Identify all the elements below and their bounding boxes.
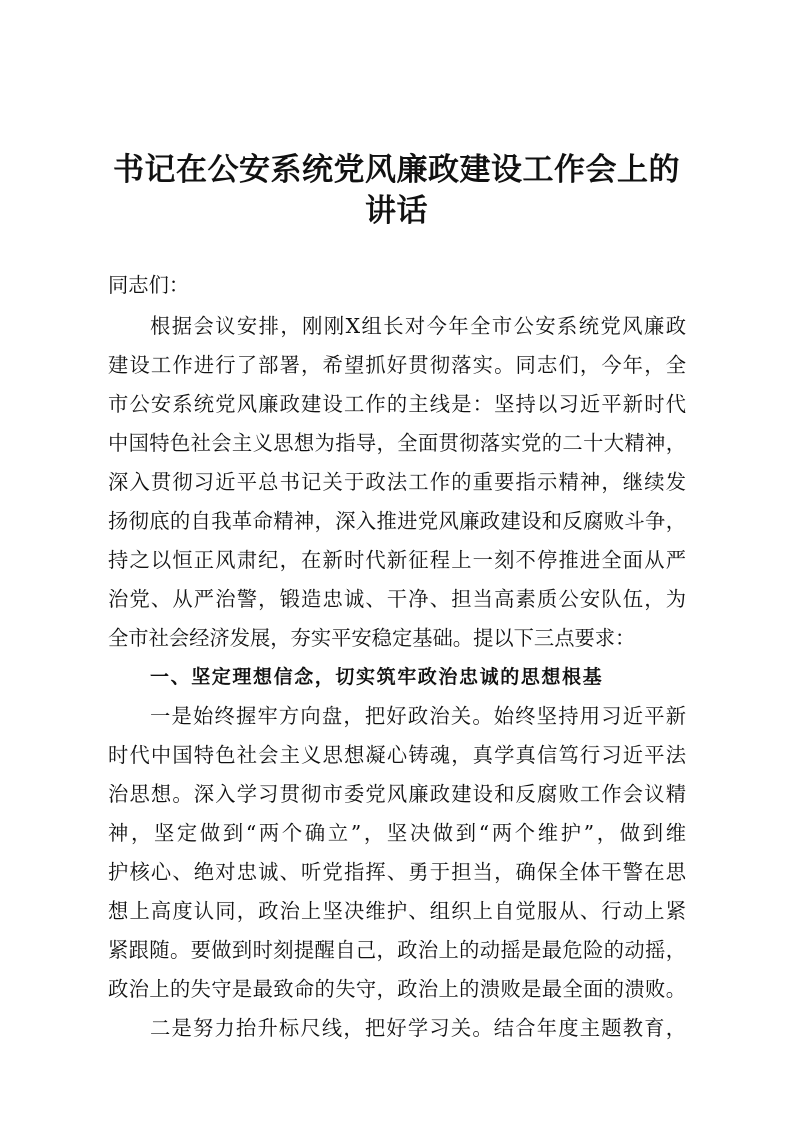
paragraph-1-line: 治党、从严治警，锻造忠诚、干净、担当高素质公安队伍，为 <box>108 587 686 611</box>
document-title-line-2: 讲话 <box>365 193 428 229</box>
paragraph-1-line: 根据会议安排，刚刚X组长对今年全市公安系统党风廉政 <box>150 314 686 338</box>
paragraph-1-line: 全市社会经济发展，夯实平安稳定基础。提以下三点要求： <box>108 626 636 650</box>
paragraph-2-line: 神，坚定做到“两个确立”，坚决做到“两个维护”，做到维 <box>108 821 686 845</box>
paragraph-2-line: 一是始终握牢方向盘，把好政治关。始终坚持用习近平新 <box>150 704 686 728</box>
paragraph-1-line: 市公安系统党风廉政建设工作的主线是：坚持以习近平新时代 <box>108 392 686 416</box>
paragraph-1-line: 扬彻底的自我革命精神，深入推进党风廉政建设和反腐败斗争， <box>108 509 686 533</box>
paragraph-2-line: 护核心、绝对忠诚、听党指挥、勇于担当，确保全体干警在思 <box>108 860 686 884</box>
salutation: 同志们： <box>108 273 190 297</box>
paragraph-2-line: 政治上的失守是最致命的失守，政治上的溃败是最全面的溃败。 <box>108 977 686 1001</box>
paragraph-2-line: 时代中国特色社会主义思想凝心铸魂，真学真信笃行习近平法 <box>108 743 686 767</box>
section-heading-1: 一、坚定理想信念，切实筑牢政治忠诚的思想根基 <box>150 666 604 688</box>
paragraph-1-line: 持之以恒正风肃纪，在新时代新征程上一刻不停推进全面从严 <box>108 548 686 572</box>
document-title-line-1: 书记在公安系统党风廉政建设工作会上的 <box>113 152 680 188</box>
paragraph-2-line: 治思想。深入学习贯彻市委党风廉政建设和反腐败工作会议精 <box>108 782 686 806</box>
paragraph-2-line: 紧跟随。要做到时刻提醒自己，政治上的动摇是最危险的动摇， <box>108 938 686 962</box>
paragraph-1-line: 建设工作进行了部署，希望抓好贯彻落实。同志们，今年，全 <box>108 353 686 377</box>
paragraph-3-line: 二是努力抬升标尺线，把好学习关。结合年度主题教育， <box>150 1016 686 1040</box>
paragraph-1-line: 中国特色社会主义思想为指导，全面贯彻落实党的二十大精神， <box>108 431 686 455</box>
paragraph-2-line: 想上高度认同，政治上坚决维护、组织上自觉服从、行动上紧 <box>108 899 686 923</box>
paragraph-1-line: 深入贯彻习近平总书记关于政法工作的重要指示精神，继续发 <box>108 470 686 494</box>
